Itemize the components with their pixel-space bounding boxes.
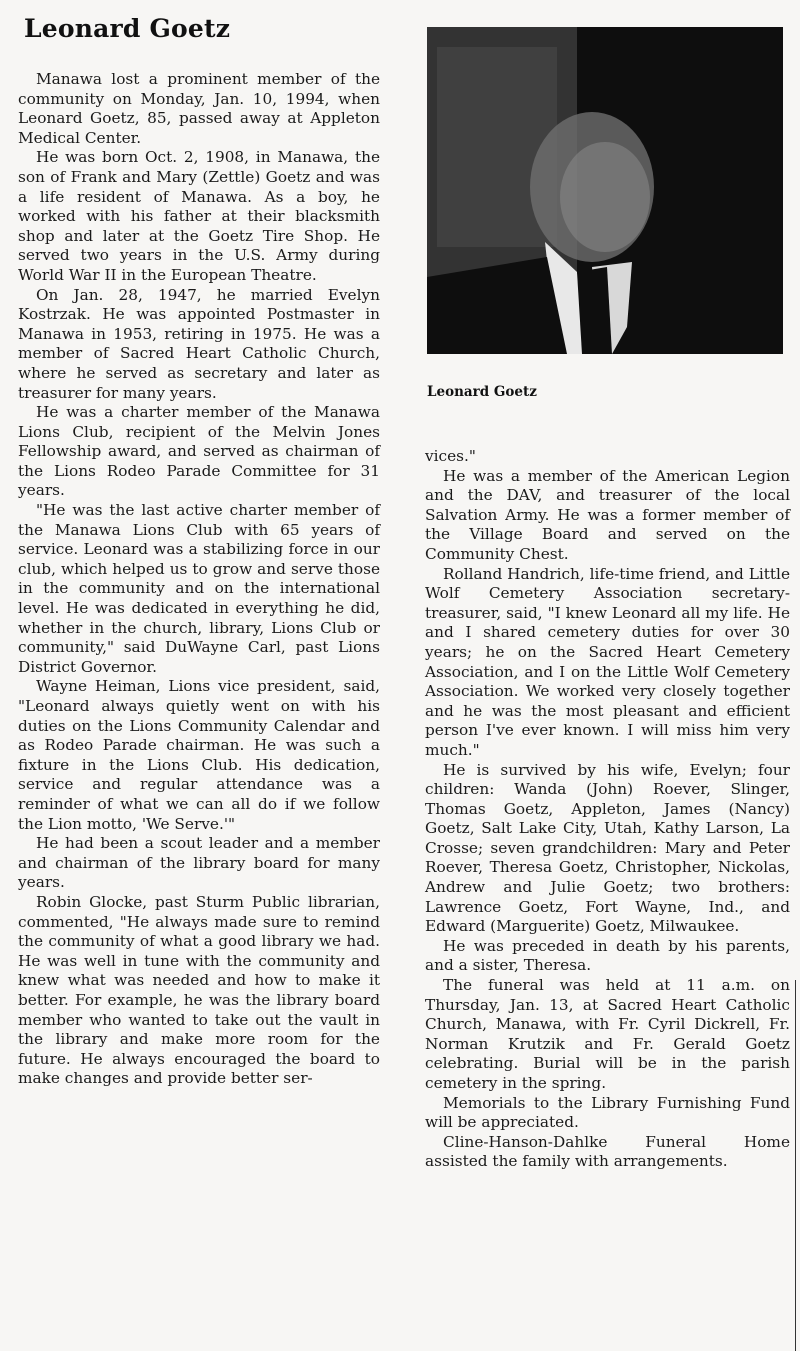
- portrait-photo: [427, 27, 783, 354]
- paragraph: Wayne Heiman, Lions vice president, said, "Leonard always quietly went on with his duties on the Lions Community Calendar and as Rodeo Parade chairman. He was such a fixture in the Lions Club. His dedication, service and regular attendance was a reminder of what we can all do if we follow the Lion motto, 'We Serve.'": [18, 677, 380, 833]
- paragraph: The funeral was held at 11 a.m. on Thursday, Jan. 13, at Sacred Heart Catholic Church, Manawa, with Fr. Cyril Dickrell, Fr. Norman Krutzik and Fr. Gerald Goetz celebrating. Burial will be in the parish cemetery in the spring.: [425, 976, 790, 1092]
- paragraph: "He was the last active charter member of the Manawa Lions Club with 65 years of service. Leonard was a stabilizing force in our club, which helped us to grow and serve those in the community and on the international level. He was dedicated in everything he did, whether in the church, library, Lions Club or community," said DuWayne Carl, past Lions District Governor.: [18, 501, 380, 676]
- page-edge-line: [795, 980, 796, 1351]
- paragraph: Manawa lost a prominent member of the community on Monday, Jan. 10, 1994, when Leonard Goetz, 85, passed away at Appleton Medical Center.: [18, 70, 380, 147]
- right-column: [425, 447, 790, 1172]
- paragraph: Robin Glocke, past Sturm Public librarian, commented, "He always made sure to remind the community of what a good library we had. He was well in tune with the community and knew what was needed and how to make it better. For example, he was the library board member who wanted to take out the vault in the library and make more room for the future. He always encouraged the board to make changes and provide better ser-: [18, 892, 380, 1088]
- paragraph: He was a member of the American Legion and the DAV, and treasurer of the local Salvation Army. He was a former member of the Village Board and served on the Community Chest.: [425, 466, 790, 563]
- paragraph: Memorials to the Library Furnishing Fund will be appreciated.: [425, 1093, 790, 1132]
- obituary-headline: Leonard Goetz: [24, 14, 231, 43]
- paragraph: On Jan. 28, 1947, he married Evelyn Kostrzak. He was appointed Postmaster in Manawa in 1953, retiring in 1975. He was a member of Sacred Heart Catholic Church, where he served as secretary and later as treasurer for many years.: [18, 285, 380, 402]
- paragraph: Rolland Handrich, life-time friend, and Little Wolf Cemetery Association secretary-treasurer, said, "I knew Leonard all my life. He and I shared cemetery duties for over 30 years; he on the Sacred Heart Cemetery Association, and I on the Little Wolf Cemetery Association. We worked very closely together and he was the most pleasant and efficient person I've ever known. I will miss him very much.": [425, 564, 790, 759]
- paragraph: He is survived by his wife, Evelyn; four children: Wanda (John) Roever, Slinger, Thomas Goetz, Appleton, James (Nancy) Goetz, Salt Lake City, Utah, Kathy Larson, La Crosse; seven grandchildren: Mary and Peter Roever, Theresa Goetz, Christopher, Nickolas, Andrew and Julie Goetz; two brothers: Lawrence Goetz, Fort Wayne, Ind., and Edward (Marguerite) Goetz, Milwaukee.: [425, 760, 790, 936]
- paragraph: He had been a scout leader and a member and chairman of the library board for many years.: [18, 834, 380, 892]
- left-column: [18, 70, 380, 1089]
- paragraph: Cline-Hanson-Dahlke Funeral Home assisted the family with arrangements.: [425, 1132, 790, 1171]
- photo-caption: Leonard Goetz: [427, 384, 537, 400]
- paragraph: vices.": [425, 447, 476, 465]
- portrait-icon: [427, 27, 783, 354]
- paragraph: He was preceded in death by his parents, and a sister, Theresa.: [425, 936, 790, 975]
- paragraph: He was born Oct. 2, 1908, in Manawa, the son of Frank and Mary (Zettle) Goetz and was a life resident of Manawa. As a boy, he worked with his father at their blacksmith shop and later at the Goetz Tire Shop. He served two years in the U.S. Army during World War II in the European Theatre.: [18, 148, 380, 284]
- paragraph: He was a charter member of the Manawa Lions Club, recipient of the Melvin Jones Fellowship award, and served as chairman of the Lions Rodeo Parade Committee for 31 years.: [18, 403, 380, 500]
